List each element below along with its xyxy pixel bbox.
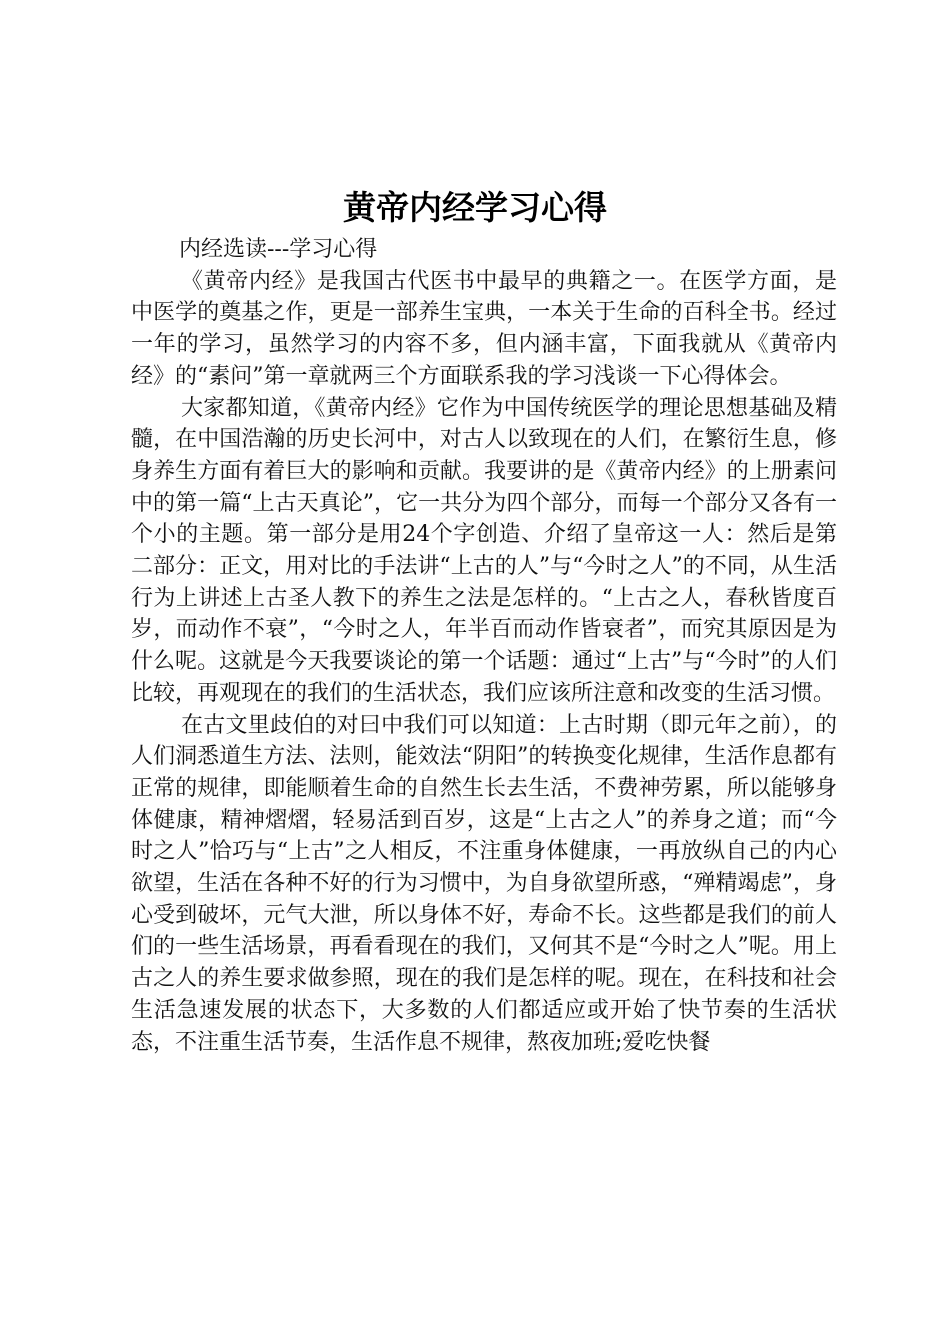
paragraph-1: 《黄帝内经》是我国古代医书中最早的典籍之一。在医学方面，是中医学的奠基之作，更是一部养生宝典，一本关于生命的百科全书。经过一年的学习，虽然学习的内容不多，但内涵丰富，下面我就从《黄帝内经》的“素问”第一章就两三个方面联系我的学习浅谈一下心得体会。 — [131, 268, 837, 389]
paragraph-2: 大家都知道，《黄帝内经》它作为中国传统医学的理论思想基础及精髓，在中国浩瀚的历史长河中，对古人以致现在的人们，在繁衍生息，修身养生方面有着巨大的影响和贡献。我要讲的是《黄帝内经》的上册素问中的第一篇“上古天真论”，它一共分为四个部分，而每一个部分又各有一个小的主题。第一部分是用24个字创造、介绍了皇帝这一人：然后是第二部分：正文，用对比的手法讲“上古的人”与“今时之人”的不同，从生活行为上讲述上古圣人教下的养生之法是怎样的。“上古之人，春秋皆度百岁，而动作不衰”，“今时之人，年半百而动作皆衰者”，而究其原因是为什么呢。这就是今天我要谈论的第一个话题：通过“上古”与“今时”的人们比较，再观现在的我们的生活状态，我们应该所注意和改变的生活习惯。 — [131, 395, 837, 706]
paragraph-3: 在古文里歧伯的对曰中我们可以知道：上古时期（即元年之前），的人们洞悉道生方法、法则，能效法“阴阳”的转换变化规律，生活作息都有正常的规律，即能顺着生命的自然生长去生活，不费神劳累，所以能够身体健康，精神熠熠，轻易活到百岁，这是“上古之人”的养身之道；而“今时之人”恰巧与“上古”之人相反，不注重身体健康，一再放纵自己的内心欲望，生活在各种不好的行为习惯中，为自身欲望所惑，“殚精竭虑”，身心受到破坏，元气大泄，所以身体不好，寿命不长。这些都是我们的前人们的一些生活场景，再看看现在的我们，又何其不是“今时之人”呢。用上古之人的养生要求做参照，现在的我们是怎样的呢。现在，在科技和社会生活急速发展的状态下，大多数的人们都适应或开始了快节奏的生活状态，不注重生活节奏，生活作息不规律，熬夜加班;爱吃快餐 — [131, 712, 837, 1055]
document-title: 黄帝内经学习心得 — [343, 188, 607, 227]
document-body — [131, 234, 837, 1058]
document-subtitle: 内经选读---学习心得 — [179, 237, 378, 262]
